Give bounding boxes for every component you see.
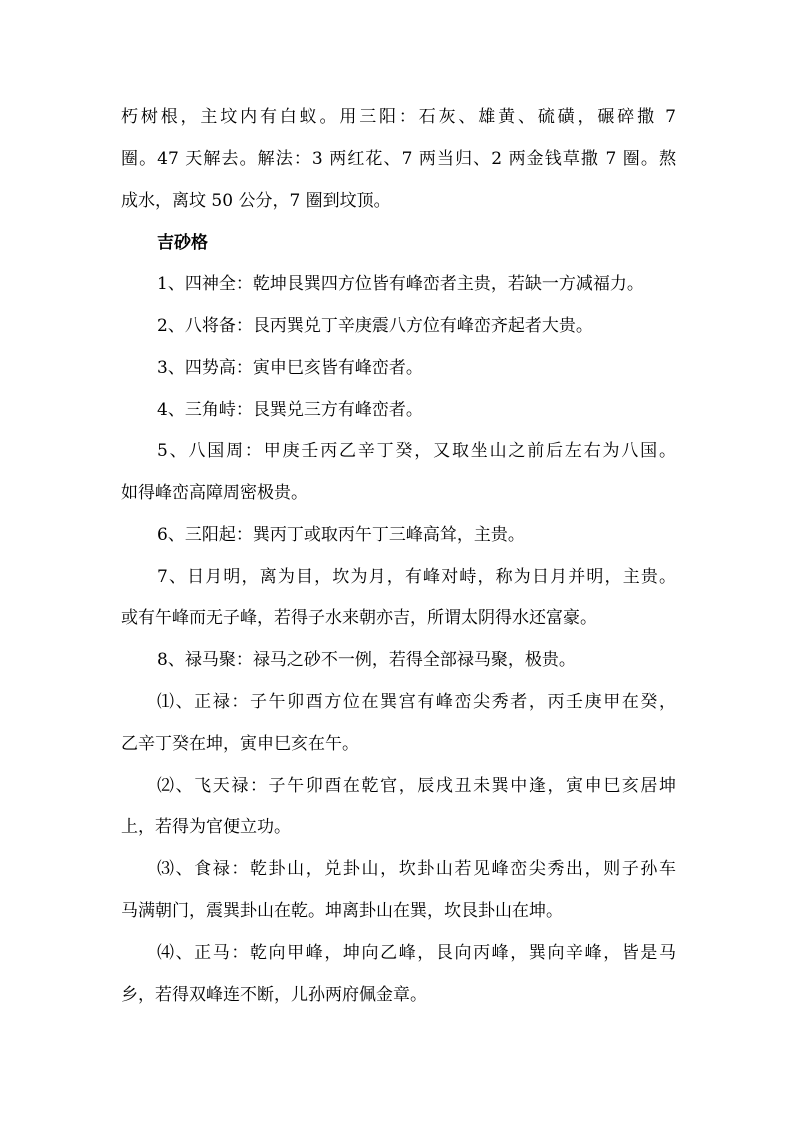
item-4: 4、三角峙：艮巽兑三方有峰峦者。: [157, 400, 423, 420]
item-7-line-1: 7、日月明，离为目，坎为月，有峰对峙，称为日月并明，主贵。: [157, 567, 676, 587]
item-3: 3、四势高：寅申巳亥皆有峰峦者。: [157, 358, 423, 378]
intro-line-2: 圈。47 天解去。解法：3 两红花、7 两当归、2 两金钱草撒 7 圈。熬: [121, 149, 676, 169]
item-6: 6、三阳起：巽丙丁或取丙午丁三峰高耸，主贵。: [157, 525, 525, 545]
section-heading: 吉砂格: [157, 233, 208, 253]
item-8-2-line-1: ⑵、飞天禄：子午卯酉在乾官，辰戌丑未巽中逢，寅申巳亥居坤: [157, 776, 676, 796]
item-1: 1、四神全：乾坤艮巽四方位皆有峰峦者主贵，若缺一方减福力。: [157, 274, 644, 294]
item-8-3-line-1: ⑶、食禄：乾卦山，兑卦山，坎卦山若见峰峦尖秀出，则子孙车: [157, 859, 676, 879]
item-2: 2、八将备：艮丙巽兑丁辛庚震八方位有峰峦齐起者大贵。: [157, 316, 593, 336]
item-5-line-1: 5、八国周：甲庚壬丙乙辛丁癸，又取坐山之前后左右为八国。: [157, 441, 676, 461]
item-8: 8、禄马聚：禄马之砂不一例，若得全部禄马聚，极贵。: [157, 650, 576, 670]
item-8-1-line-2: 乙辛丁癸在坤，寅申巳亥在午。: [121, 734, 359, 754]
item-8-4-line-1: ⑷、正马：乾向甲峰，坤向乙峰，艮向丙峰，巽向辛峰，皆是马: [157, 943, 676, 963]
intro-line-1: 朽树根，主坟内有白蚁。用三阳：石灰、雄黄、硫磺，碾碎撒 7: [121, 107, 676, 127]
item-7-line-2: 或有午峰而无子峰，若得子水来朝亦吉，所谓太阴得水还富豪。: [121, 608, 597, 628]
item-8-4-line-2: 乡，若得双峰连不断，儿孙两府佩金章。: [121, 985, 427, 1005]
intro-line-3: 成水，离坟 50 公分，7 圈到坟顶。: [121, 191, 391, 211]
item-8-3-line-2: 马满朝门，震巽卦山在乾。坤离卦山在巽，坎艮卦山在坤。: [121, 901, 563, 921]
item-5-line-2: 如得峰峦高障周密极贵。: [121, 483, 308, 503]
item-8-1-line-1: ⑴、正禄：子午卯酉方位在巽宫有峰峦尖秀者，丙壬庚甲在癸，: [157, 692, 676, 712]
item-8-2-line-2: 上，若得为官便立功。: [121, 817, 291, 837]
